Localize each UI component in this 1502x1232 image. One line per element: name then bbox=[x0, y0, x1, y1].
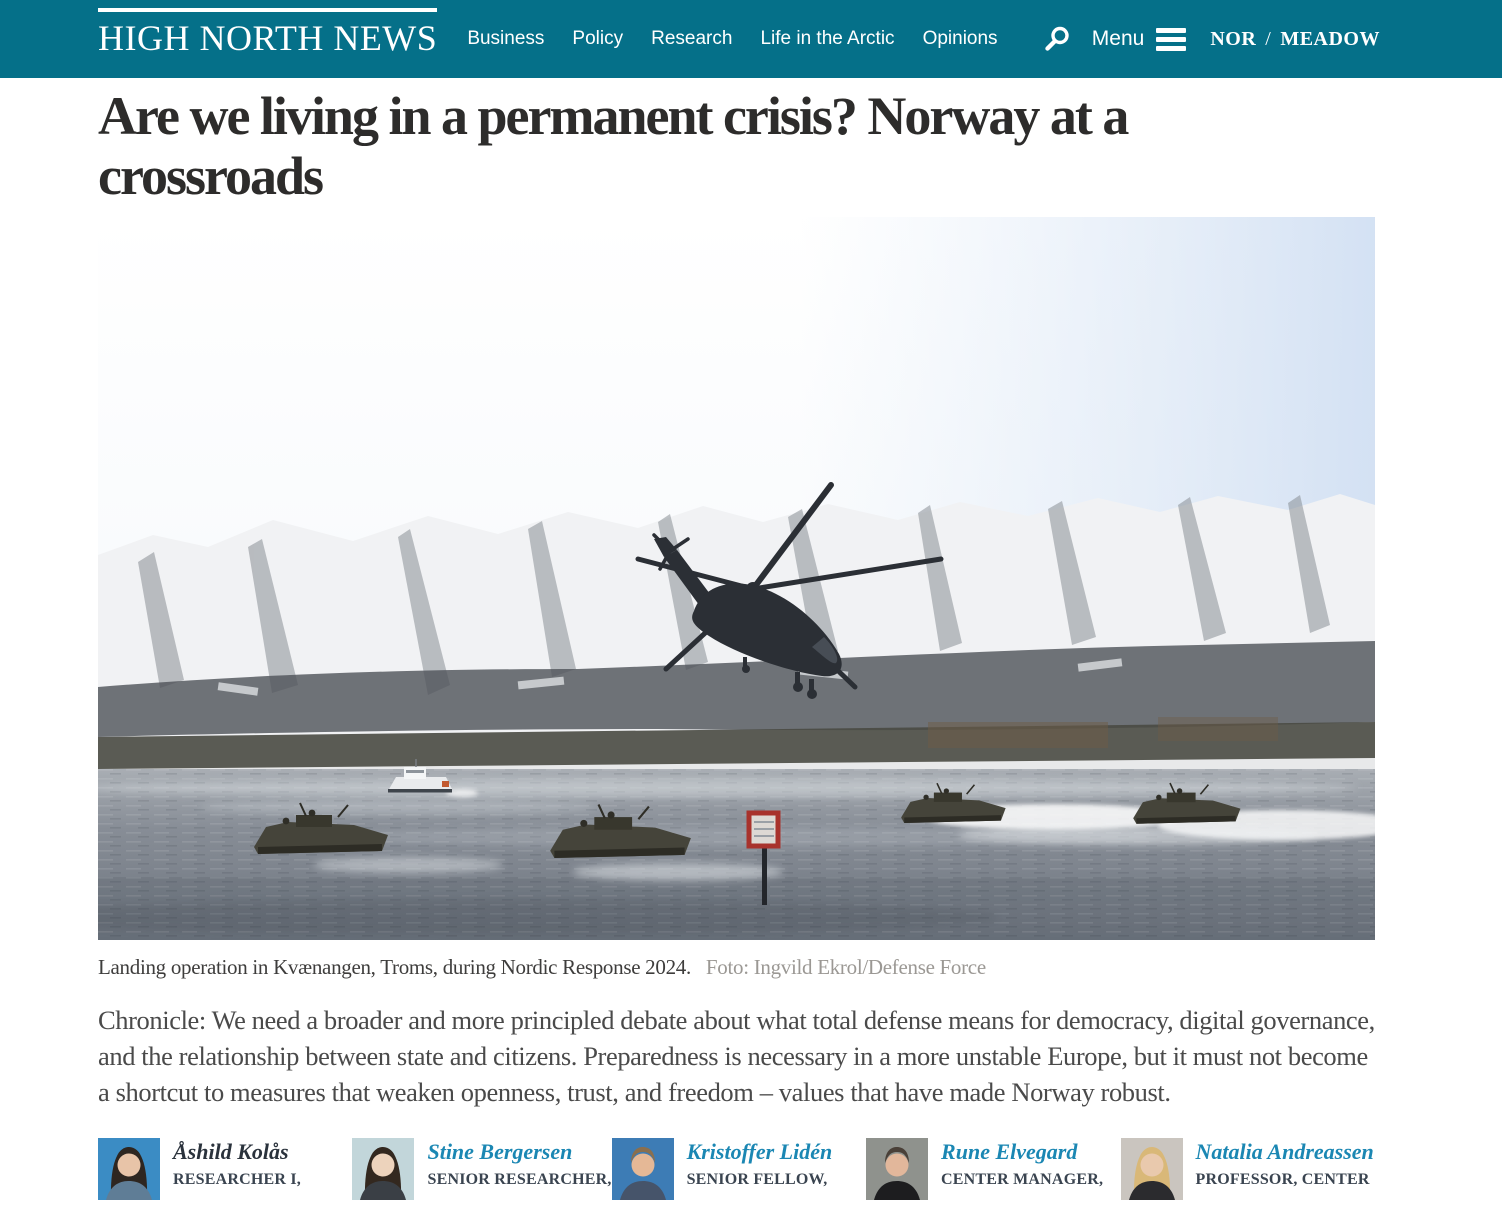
lang-meadow-link[interactable]: MEADOW bbox=[1280, 27, 1380, 50]
article-lead: Chronicle: We need a broader and more principled debate about what total defense means for democracy, digital governance, and the relationship between state and citizens. Preparedness is necessary in a more unstable Europe, but it must not become a shortcut to measures that weaken openness, trust, and freedom – values that have made Norway robust. bbox=[98, 1005, 1375, 1108]
lang-nor-link[interactable]: NOR bbox=[1210, 27, 1257, 50]
nav-item-research[interactable]: Research bbox=[651, 28, 733, 49]
author-role: RESEARCHER I, bbox=[173, 1170, 301, 1188]
author-list bbox=[98, 1138, 1375, 1200]
author-text bbox=[941, 1138, 1103, 1200]
author-card[interactable] bbox=[98, 1138, 352, 1200]
hero-figure bbox=[98, 217, 1375, 980]
author-text bbox=[687, 1138, 833, 1200]
author-name[interactable]: Stine Bergersen bbox=[427, 1139, 573, 1165]
author-card[interactable] bbox=[1121, 1138, 1375, 1200]
author-role: SENIOR FELLOW, bbox=[686, 1170, 828, 1188]
image-caption-row bbox=[98, 954, 1375, 980]
author-text bbox=[1196, 1138, 1374, 1200]
logo-rule bbox=[98, 8, 437, 12]
language-switcher bbox=[1210, 28, 1380, 51]
logo-text: HIGH NORTH NEWS bbox=[98, 18, 438, 58]
author-card[interactable] bbox=[352, 1138, 611, 1200]
author-text bbox=[427, 1138, 611, 1200]
site-logo[interactable] bbox=[98, 0, 437, 59]
hero-image bbox=[98, 217, 1375, 940]
search-icon[interactable] bbox=[1044, 26, 1070, 52]
site-header bbox=[0, 0, 1502, 78]
article-title: Are we living in a permanent crisis? Norway at a crossroads bbox=[98, 86, 1128, 207]
main-nav bbox=[467, 28, 997, 50]
author-text bbox=[173, 1138, 301, 1200]
author-card[interactable] bbox=[866, 1138, 1120, 1200]
author-avatar[interactable] bbox=[866, 1138, 928, 1200]
author-name[interactable]: Rune Elvegard bbox=[941, 1139, 1078, 1165]
author-avatar[interactable] bbox=[1121, 1138, 1183, 1200]
author-card[interactable] bbox=[612, 1138, 866, 1200]
menu-button[interactable]: Menu bbox=[1091, 27, 1145, 50]
article-page bbox=[98, 86, 1375, 1200]
author-name[interactable]: Natalia Andreassen bbox=[1195, 1139, 1374, 1165]
nav-item-opinions[interactable]: Opinions bbox=[922, 28, 998, 49]
author-name[interactable]: Kristoffer Lidén bbox=[686, 1139, 833, 1165]
author-avatar[interactable] bbox=[98, 1138, 160, 1200]
nav-item-business[interactable]: Business bbox=[467, 28, 545, 49]
author-role: CENTER MANAGER, bbox=[941, 1170, 1104, 1188]
image-caption: Landing operation in Kvænangen, Troms, during Nordic Response 2024. bbox=[98, 954, 691, 979]
author-avatar[interactable] bbox=[352, 1138, 414, 1200]
author-avatar[interactable] bbox=[612, 1138, 674, 1200]
hamburger-icon[interactable] bbox=[1156, 28, 1186, 51]
header-inner bbox=[98, 0, 1380, 78]
author-role: PROFESSOR, CENTER bbox=[1195, 1170, 1370, 1188]
nav-item-life-in-the-arctic[interactable]: Life in the Arctic bbox=[760, 28, 895, 49]
nav-item-policy[interactable]: Policy bbox=[572, 28, 624, 49]
author-name[interactable]: Åshild Kolås bbox=[173, 1139, 289, 1165]
image-credit: Foto: Ingvild Ekrol/Defense Force bbox=[705, 954, 986, 979]
header-right bbox=[1044, 26, 1380, 52]
author-role: SENIOR RESEARCHER, bbox=[427, 1170, 612, 1188]
lang-separator: / bbox=[1265, 27, 1272, 50]
